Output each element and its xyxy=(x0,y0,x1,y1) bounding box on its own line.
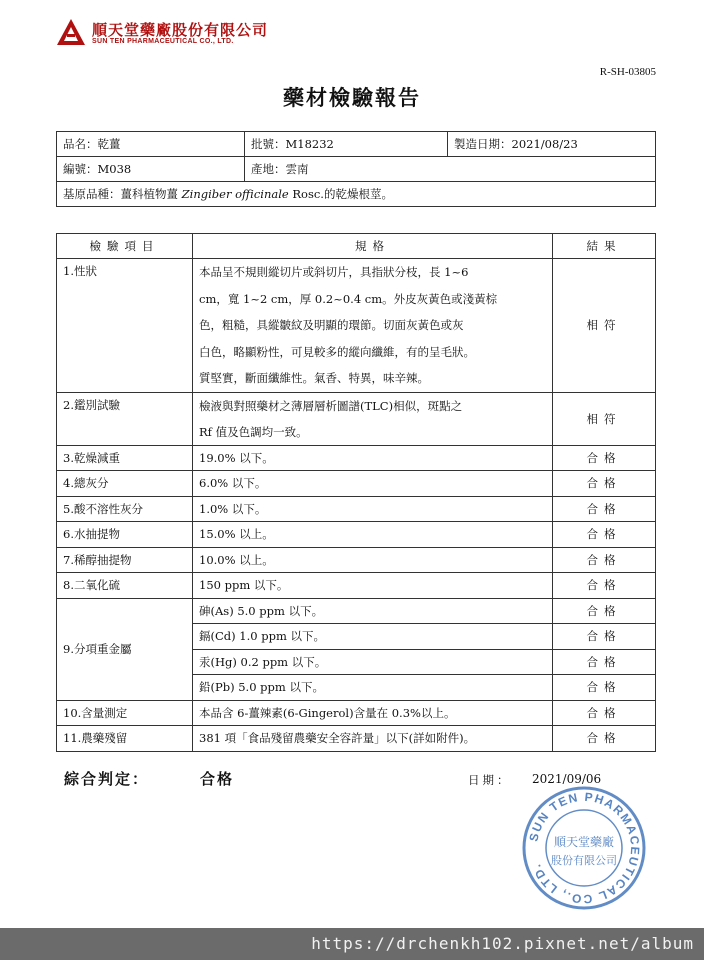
result-value: 合格 xyxy=(553,598,656,624)
header-spec: 規格 xyxy=(193,234,553,259)
result-value: 合格 xyxy=(553,649,656,675)
result-value: 相符 xyxy=(553,392,656,445)
item-label: 2.鑑別試驗 xyxy=(57,392,193,445)
header-result: 結果 xyxy=(553,234,656,259)
result-value: 合格 xyxy=(553,547,656,573)
seal-ring-text: SUN TEN PHARMACEUTICAL CO., LTD. xyxy=(526,789,643,907)
product-info-table xyxy=(56,131,656,207)
spec-line: 質堅實，斷面纖維性。氣香、特異，味辛辣。 xyxy=(199,371,429,385)
spec-line: Rf 值及色調均一致。 xyxy=(199,424,308,439)
watermark-url: https://drchenkh102.pixnet.net/album xyxy=(0,928,704,960)
table-row xyxy=(57,471,656,497)
item-label: 4.總灰分 xyxy=(57,471,193,497)
table-row xyxy=(57,573,656,599)
company-name-zh: 順天堂藥廠股份有限公司 xyxy=(92,21,269,39)
spec-text: 汞(Hg) 0.2 ppm 以下。 xyxy=(193,649,553,675)
spec-text xyxy=(193,259,553,393)
species-suffix: Rosc.的乾燥根莖。 xyxy=(292,187,393,201)
date-value: 2021/09/06 xyxy=(532,772,602,786)
species-latin: Zingiber officinale xyxy=(181,187,289,201)
table-row xyxy=(57,392,656,445)
item-label: 9.分項重金屬 xyxy=(57,598,193,700)
header-item: 檢驗項目 xyxy=(57,234,193,259)
table-row xyxy=(57,700,656,726)
spec-text: 381 項「食品殘留農藥安全容許量」以下(詳如附件)。 xyxy=(193,726,553,752)
item-label: 8.二氧化硫 xyxy=(57,573,193,599)
company-name-en: SUN TEN PHARMACEUTICAL CO., LTD. xyxy=(92,38,234,45)
table-row xyxy=(57,547,656,573)
result-value: 相符 xyxy=(553,259,656,393)
spec-text: 10.0% 以上。 xyxy=(193,547,553,573)
inspection-table xyxy=(56,233,656,752)
conclusion-value: 合格 xyxy=(200,770,235,788)
item-label: 10.含量測定 xyxy=(57,700,193,726)
table-row xyxy=(57,598,656,624)
spec-line: cm，寬 1~2 cm，厚 0.2~0.4 cm。外皮灰黃色或淺黃棕 xyxy=(199,291,498,306)
batch-number: 批號：M18232 xyxy=(245,132,448,157)
item-label: 5.酸不溶性灰分 xyxy=(57,496,193,522)
seal-center-line1: 順天堂藥廠 xyxy=(553,835,615,849)
spec-line: 檢液與對照藥材之薄層層析圖譜(TLC)相似，斑點之 xyxy=(199,398,463,413)
spec-text: 鉛(Pb) 5.0 ppm 以下。 xyxy=(193,675,553,701)
spec-text: 6.0% 以下。 xyxy=(193,471,553,497)
spec-text: 鎘(Cd) 1.0 ppm 以下。 xyxy=(193,624,553,650)
result-value: 合格 xyxy=(553,624,656,650)
product-origin: 產地：雲南 xyxy=(245,157,656,182)
company-seal-icon xyxy=(520,784,648,912)
spec-text: 本品含 6-薑辣素(6-Gingerol)含量在 0.3%以上。 xyxy=(193,700,553,726)
product-code: 編號：M038 xyxy=(57,157,245,182)
spec-text xyxy=(193,392,553,445)
spec-line: 色，粗糙，具縱皺紋及明顯的環節。切面灰黃色或灰 xyxy=(199,318,464,332)
spec-line: 白色，略顯粉性，可見較多的縱向纖維，有的呈毛狀。 xyxy=(199,344,475,359)
spec-text: 1.0% 以下。 xyxy=(193,496,553,522)
table-row xyxy=(57,726,656,752)
item-label: 11.農藥殘留 xyxy=(57,726,193,752)
table-row xyxy=(57,496,656,522)
table-row xyxy=(57,522,656,548)
spec-text: 砷(As) 5.0 ppm 以下。 xyxy=(193,598,553,624)
company-logo-icon xyxy=(56,18,86,46)
product-name: 品名：乾薑 xyxy=(57,132,245,157)
spec-text: 19.0% 以下。 xyxy=(193,445,553,471)
seal-center-line2: 股份有限公司 xyxy=(551,854,617,867)
item-label: 7.稀醇抽提物 xyxy=(57,547,193,573)
item-label: 1.性狀 xyxy=(57,259,193,393)
spec-text: 150 ppm 以下。 xyxy=(193,573,553,599)
result-value: 合格 xyxy=(553,522,656,548)
item-label: 6.水抽提物 xyxy=(57,522,193,548)
date-label: 日期： xyxy=(468,773,512,787)
document-title: 藥材檢驗報告 xyxy=(283,85,421,110)
table-row xyxy=(57,445,656,471)
item-label: 3.乾燥減重 xyxy=(57,445,193,471)
conclusion-label: 綜合判定： xyxy=(64,770,150,788)
result-value: 合格 xyxy=(553,496,656,522)
manufacture-date: 製造日期：2021/08/23 xyxy=(448,132,656,157)
result-value: 合格 xyxy=(553,726,656,752)
botanical-source xyxy=(57,182,656,207)
spec-line: 本品呈不規則縱切片或斜切片，具指狀分枝，長 1~6 xyxy=(199,265,469,279)
result-value: 合格 xyxy=(553,675,656,701)
table-row xyxy=(57,259,656,393)
spec-text: 15.0% 以上。 xyxy=(193,522,553,548)
result-value: 合格 xyxy=(553,573,656,599)
document-code: R-SH-03805 xyxy=(599,66,656,78)
result-value: 合格 xyxy=(553,445,656,471)
species-prefix: 基原品種：薑科植物薑 xyxy=(63,187,178,201)
result-value: 合格 xyxy=(553,700,656,726)
result-value: 合格 xyxy=(553,471,656,497)
